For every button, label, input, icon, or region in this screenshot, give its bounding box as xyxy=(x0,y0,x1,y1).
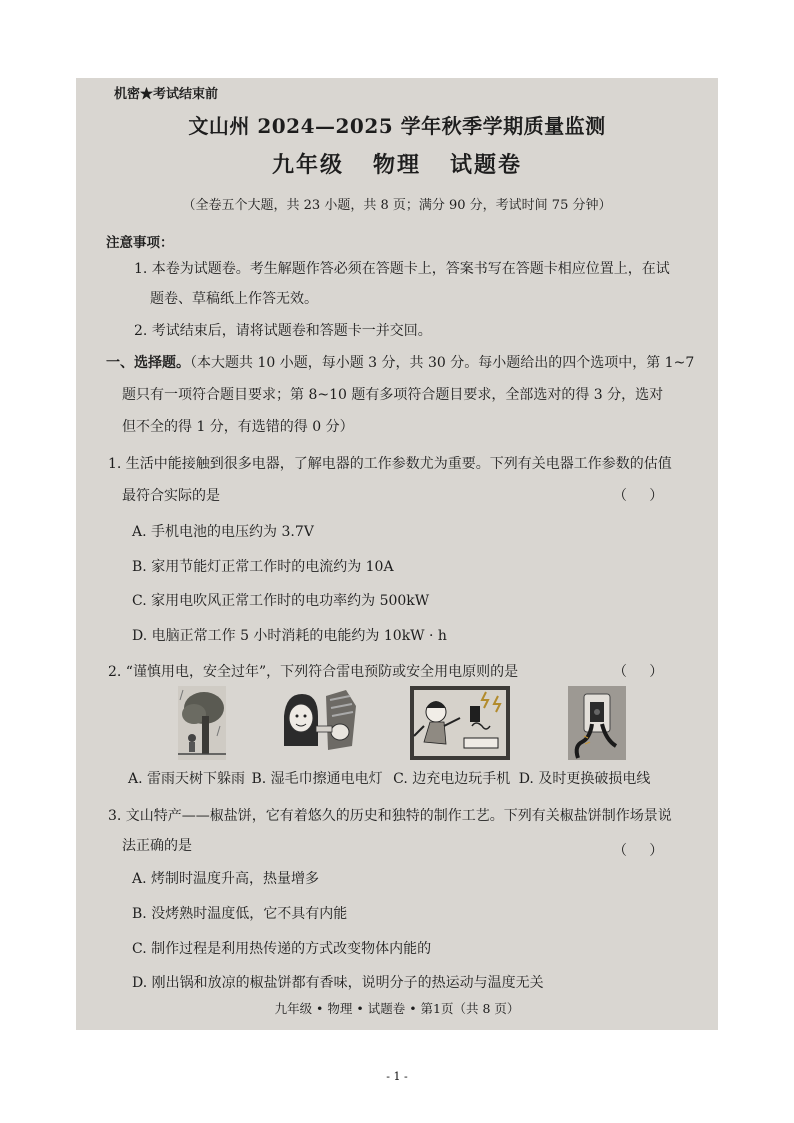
page-footer: 九年级 • 物理 • 试题卷 • 第1页（共 8 页） xyxy=(274,1001,520,1016)
exam-subtitle: 九年级 物理 试题卷 xyxy=(272,152,522,178)
q2-option-d: D. 及时更换破损电线 xyxy=(518,771,651,787)
exam-title: 文山州 2024—2025 学年秋季学期质量监测 xyxy=(188,114,606,138)
q3-option-b: B. 没烤熟时温度低，它不具有内能 xyxy=(132,906,348,922)
q2-options xyxy=(128,768,650,788)
q1-option-d: D. 电脑正常工作 5 小时消耗的电能约为 10kW · h xyxy=(132,628,447,644)
q3-stem-line-1: 3. 文山特产——椒盐饼，它有着悠久的历史和独特的制作工艺。下列有关椒盐饼制作场景说 xyxy=(108,808,672,824)
phone-charging-picture xyxy=(410,686,510,760)
q2-stem: 2. “谨慎用电，安全过年”，下列符合雷电预防或安全用电原则的是 xyxy=(108,664,519,680)
q3-option-d: D. 刚出锅和放凉的椒盐饼都有香味，说明分子的热运动与温度无关 xyxy=(132,975,544,991)
q3-stem-line-2: 法正确的是 xyxy=(122,838,192,854)
exam-info: （全卷五个大题，共 23 小题，共 8 页；满分 90 分，考试时间 75 分钟） xyxy=(182,198,612,213)
q3-answer-blank: （ ） xyxy=(613,843,664,859)
q1-option-b: B. 家用节能灯正常工作时的电流约为 10A xyxy=(132,559,394,575)
tree-in-rain-picture xyxy=(178,686,226,760)
q1-stem-line-1: 1. 生活中能接触到很多电器，了解电器的工作参数尤为重要。下列有关电器工作参数的估值 xyxy=(108,456,672,472)
section-1-line-3: 但不全的得 1 分，有选错的得 0 分） xyxy=(122,419,354,435)
q1-answer-blank: （ ） xyxy=(613,488,664,504)
scanned-page xyxy=(76,78,718,1030)
q1-option-c: C. 家用电吹风正常工作时的电功率约为 500kW xyxy=(132,593,430,609)
notice-2: 2. 考试结束后，请将试题卷和答题卡一并交回。 xyxy=(134,323,432,339)
section-1-label: 一、选择题。 xyxy=(106,355,190,371)
section-1-intro xyxy=(106,352,694,372)
section-1-line-1: （本大题共 10 小题，每小题 3 分，共 30 分。每小题给出的四个选项中，第 1~7 xyxy=(190,355,695,371)
damaged-wire-picture xyxy=(568,686,626,760)
q2-answer-blank: （ ） xyxy=(613,664,664,680)
notice-heading: 注意事项： xyxy=(106,235,174,251)
wet-towel-lamp-picture xyxy=(276,686,364,760)
q2-option-b: B. 湿毛巾擦通电电灯 xyxy=(251,771,383,787)
q3-option-a: A. 烤制时温度升高，热量增多 xyxy=(132,871,320,887)
page-number: - 1 - xyxy=(386,1070,408,1083)
q1-option-a: A. 手机电池的电压约为 3.7V xyxy=(132,524,314,540)
q3-option-c: C. 制作过程是利用热传递的方式改变物体内能的 xyxy=(132,941,432,957)
q2-option-a: A. 雷雨天树下躲雨 xyxy=(128,771,246,787)
notice-1-line-1: 1. 本卷为试题卷。考生解题作答必须在答题卡上，答案书写在答题卡相应位置上，在试 xyxy=(134,261,670,277)
q2-option-c: C. 边充电边玩手机 xyxy=(393,771,511,787)
section-1-line-2: 题只有一项符合题目要求；第 8~10 题有多项符合题目要求，全部选对的得 3 分，选对 xyxy=(122,387,664,403)
q1-stem-line-2: 最符合实际的是 xyxy=(122,488,220,504)
notice-1-line-2: 题卷、草稿纸上作答无效。 xyxy=(150,291,318,307)
confidential-label: 机密★考试结束前 xyxy=(114,87,219,102)
